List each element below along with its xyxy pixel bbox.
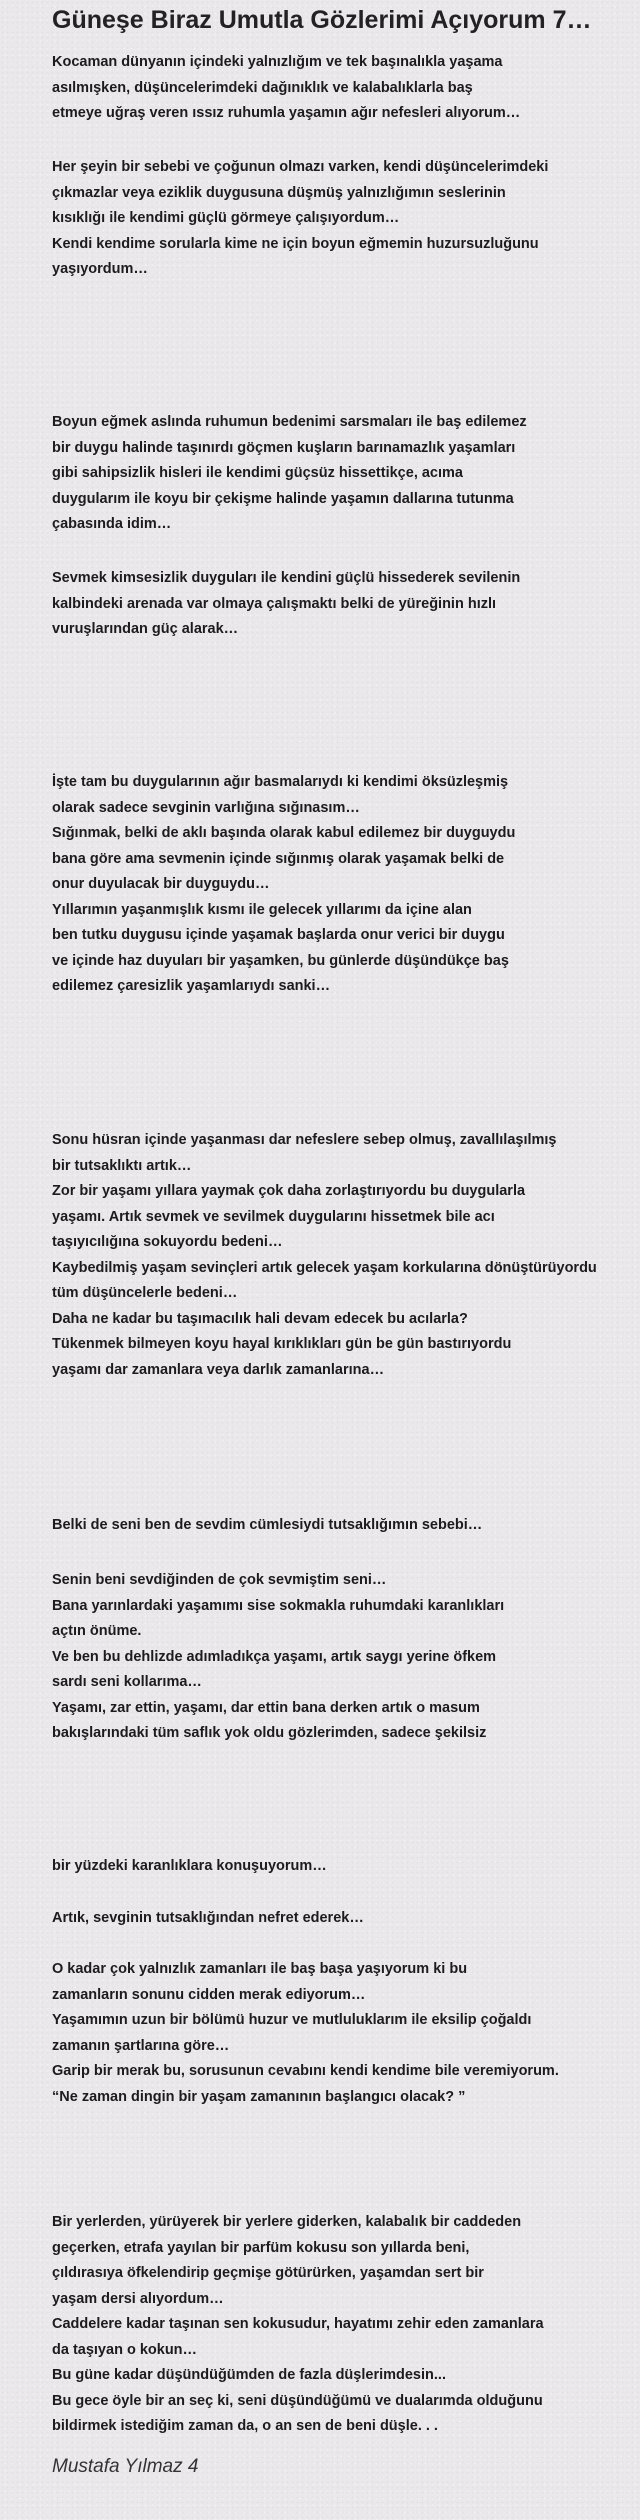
text-line: Zor bir yaşamı yıllara yaymak çok daha zorlaştırıyordu bu duygularla — [52, 1183, 526, 1199]
text-line: zamanın şartlarına göre… — [52, 2037, 230, 2054]
text-line: Kendi kendime sorularla kime ne için boyun eğmemin huzursuzluğunu — [52, 235, 539, 252]
paragraph — [52, 50, 632, 127]
text-line: çıkmazlar veya eziklik duygusuna düşmüş yalnızlığımın seslerinin — [52, 184, 506, 201]
text-line: bakışlarındaki tüm saflık yok oldu gözlerimden, sadece şekilsiz — [52, 1725, 487, 1741]
text-line: açtın önüme. — [52, 1623, 142, 1639]
text-line: Garip bir merak bu, sorusunun cevabını kendi kendime bile veremiyorum. — [52, 2063, 559, 2079]
paragraph — [52, 155, 632, 283]
text-line: Yaşamımın uzun bir bölümü huzur ve mutluluklarım ile eksilip çoğaldı — [52, 2012, 532, 2028]
text-line: sardı seni kollarıma… — [52, 1674, 202, 1690]
text-line: Boyun eğmek aslında ruhumun bedenimi sarsmaları ile baş edilemez — [52, 414, 527, 430]
poem-title: Güneşe Biraz Umutla Gözlerimi Açıyorum 7… — [52, 6, 592, 34]
text-line: Bana yarınlardaki yaşamımı sise sokmakla ruhumdaki karanlıkları — [52, 1597, 505, 1614]
text-line: yaşam dersi alıyordum… — [52, 2290, 224, 2307]
text-line: ve içinde haz duyuları bir yaşamken, bu günlerde düşündükçe baş — [52, 952, 509, 969]
paragraph — [52, 1906, 632, 1932]
text-line: tüm düşüncelerle bedeni… — [52, 1285, 238, 1301]
text-line: O kadar çok yalnızlık zamanları ile baş başa yaşıyorum ki bu — [52, 1961, 468, 1977]
text-line: Kocaman dünyanın içindeki yalnızlığım ve tek başınalıkla yaşama — [52, 54, 503, 70]
text-line: Artık, sevginin tutsaklığından nefret ederek… — [52, 1910, 364, 1926]
paragraph — [52, 566, 632, 643]
paragraph — [52, 1957, 632, 2110]
text-line: kalbindeki arenada var olmaya çalışmaktı belki de yüreğinin hızlı — [52, 595, 497, 612]
text-line: Belki de seni ben de sevdim cümlesiydi tutsaklığımın sebebi… — [52, 1517, 483, 1533]
text-line: Senin beni sevdiğinden de çok sevmiştim seni… — [52, 1572, 387, 1588]
text-line: bir duygu halinde taşınırdı göçmen kuşların barınamazlık yaşamları — [52, 439, 516, 456]
text-line: Yıllarımın yaşanmışlık kısmı ile gelecek yıllarımı da içine alan — [52, 901, 472, 918]
text-line: etmeye uğraş veren ıssız ruhumla yaşamın ağır nefesleri alıyorum… — [52, 105, 521, 121]
paragraph — [52, 2210, 632, 2440]
paragraph — [52, 410, 632, 538]
text-line: “Ne zaman dingin bir yaşam zamanının başlangıcı olacak? ” — [52, 2088, 466, 2105]
paragraph — [52, 1513, 632, 1539]
text-line: zamanların sonunu cidden merak ediyorum… — [52, 1986, 366, 2003]
text-line: Sevmek kimsesizlik duyguları ile kendini güçlü hissederek sevilenin — [52, 570, 521, 586]
text-line: Bu güne kadar düşündüğümden de fazla düşlerimdesin... — [52, 2367, 446, 2383]
text-line: ben tutku duygusu içinde yaşamak başlarda onur verici bir duygu — [52, 927, 505, 943]
text-line: Kaybedilmiş yaşam sevinçleri artık gelecek yaşam korkularına dönüştürüyordu — [52, 1259, 597, 1276]
text-line: Daha ne kadar bu taşımacılık hali devam edecek bu acılarla? — [52, 1310, 468, 1327]
paragraph — [52, 1854, 632, 1880]
text-line: Bir yerlerden, yürüyerek bir yerlere giderken, kalabalık bir caddeden — [52, 2214, 522, 2230]
text-line: İşte tam bu duygularının ağır basmalarıydı ki kendimi öksüzleşmiş — [52, 774, 509, 790]
text-line: bir tutsaklıktı artık… — [52, 1157, 192, 1174]
text-line: Tükenmek bilmeyen koyu hayal kırıklıkları gün be gün bastırıyordu — [52, 1336, 512, 1352]
paragraph — [52, 1128, 632, 1383]
author-signature: Mustafa Yılmaz 4 — [52, 2456, 199, 2477]
text-line: bir yüzdeki karanlıklara konuşuyorum… — [52, 1858, 327, 1874]
text-line: Bu gece öyle bir an seç ki, seni düşündüğümü ve dualarımda olduğunu — [52, 2392, 543, 2409]
text-line: duygularım ile koyu bir çekişme halinde yaşamın dallarına tutunma — [52, 490, 514, 507]
text-line: olarak sadece sevginin varlığına sığınasım… — [52, 799, 360, 816]
text-line: çıldırasıya öfkelendirip geçmişe götürürken, yaşamdan sert bir — [52, 2265, 484, 2281]
text-line: çabasında idim… — [52, 516, 172, 532]
text-line: yaşamı. Artık sevmek ve sevilmek duygularını hissetmek bile acı — [52, 1208, 495, 1225]
text-line: Caddelere kadar taşınan sen kokusudur, hayatımı zehir eden zamanlara — [52, 2316, 544, 2332]
text-line: da taşıyan o kokun… — [52, 2341, 198, 2358]
text-line: bana göre ama sevmenin içinde sığınmış olarak yaşamak belki de — [52, 850, 505, 867]
text-line: geçerken, etrafa yayılan bir parfüm kokusu son yıllarda beni, — [52, 2239, 470, 2256]
text-line: onur duyulacak bir duyguydu… — [52, 876, 270, 892]
text-line: asılmışken, düşüncelerimdeki dağınıklık ve kalabalıklarla baş — [52, 79, 473, 96]
text-line: Sonu hüsran içinde yaşanması dar nefeslere sebep olmuş, zavallılaşılmış — [52, 1132, 557, 1148]
text-line: vuruşlarından güç alarak… — [52, 621, 239, 637]
text-line: Sığınmak, belki de aklı başında olarak kabul edilemez bir duyguydu — [52, 825, 516, 841]
text-line: Yaşamı, zar ettin, yaşamı, dar ettin bana derken artık o masum — [52, 1699, 480, 1716]
paragraph — [52, 1568, 632, 1747]
text-line: Her şeyin bir sebebi ve çoğunun olmazı varken, kendi düşüncelerimdeki — [52, 159, 549, 175]
text-line: Ve ben bu dehlizde adımladıkça yaşamı, artık saygı yerine öfkem — [52, 1648, 497, 1665]
text-line: yaşamı dar zamanlara veya darlık zamanlarına… — [52, 1361, 385, 1378]
text-line: edilemez çaresizlik yaşamlarıydı sanki… — [52, 978, 331, 994]
text-line: kısıklığı ile kendimi güçlü görmeye çalışıyordum… — [52, 210, 400, 226]
paragraph — [52, 770, 632, 1000]
text-line: taşıyıcılığına sokuyordu bedeni… — [52, 1234, 283, 1250]
text-line: yaşıyordum… — [52, 261, 148, 277]
text-line: gibi sahipsizlik hisleri ile kendimi güçsüz hissettikçe, acıma — [52, 465, 463, 481]
text-line: bildirmek istediğim zaman da, o an sen de beni düşle. . . — [52, 2418, 438, 2434]
